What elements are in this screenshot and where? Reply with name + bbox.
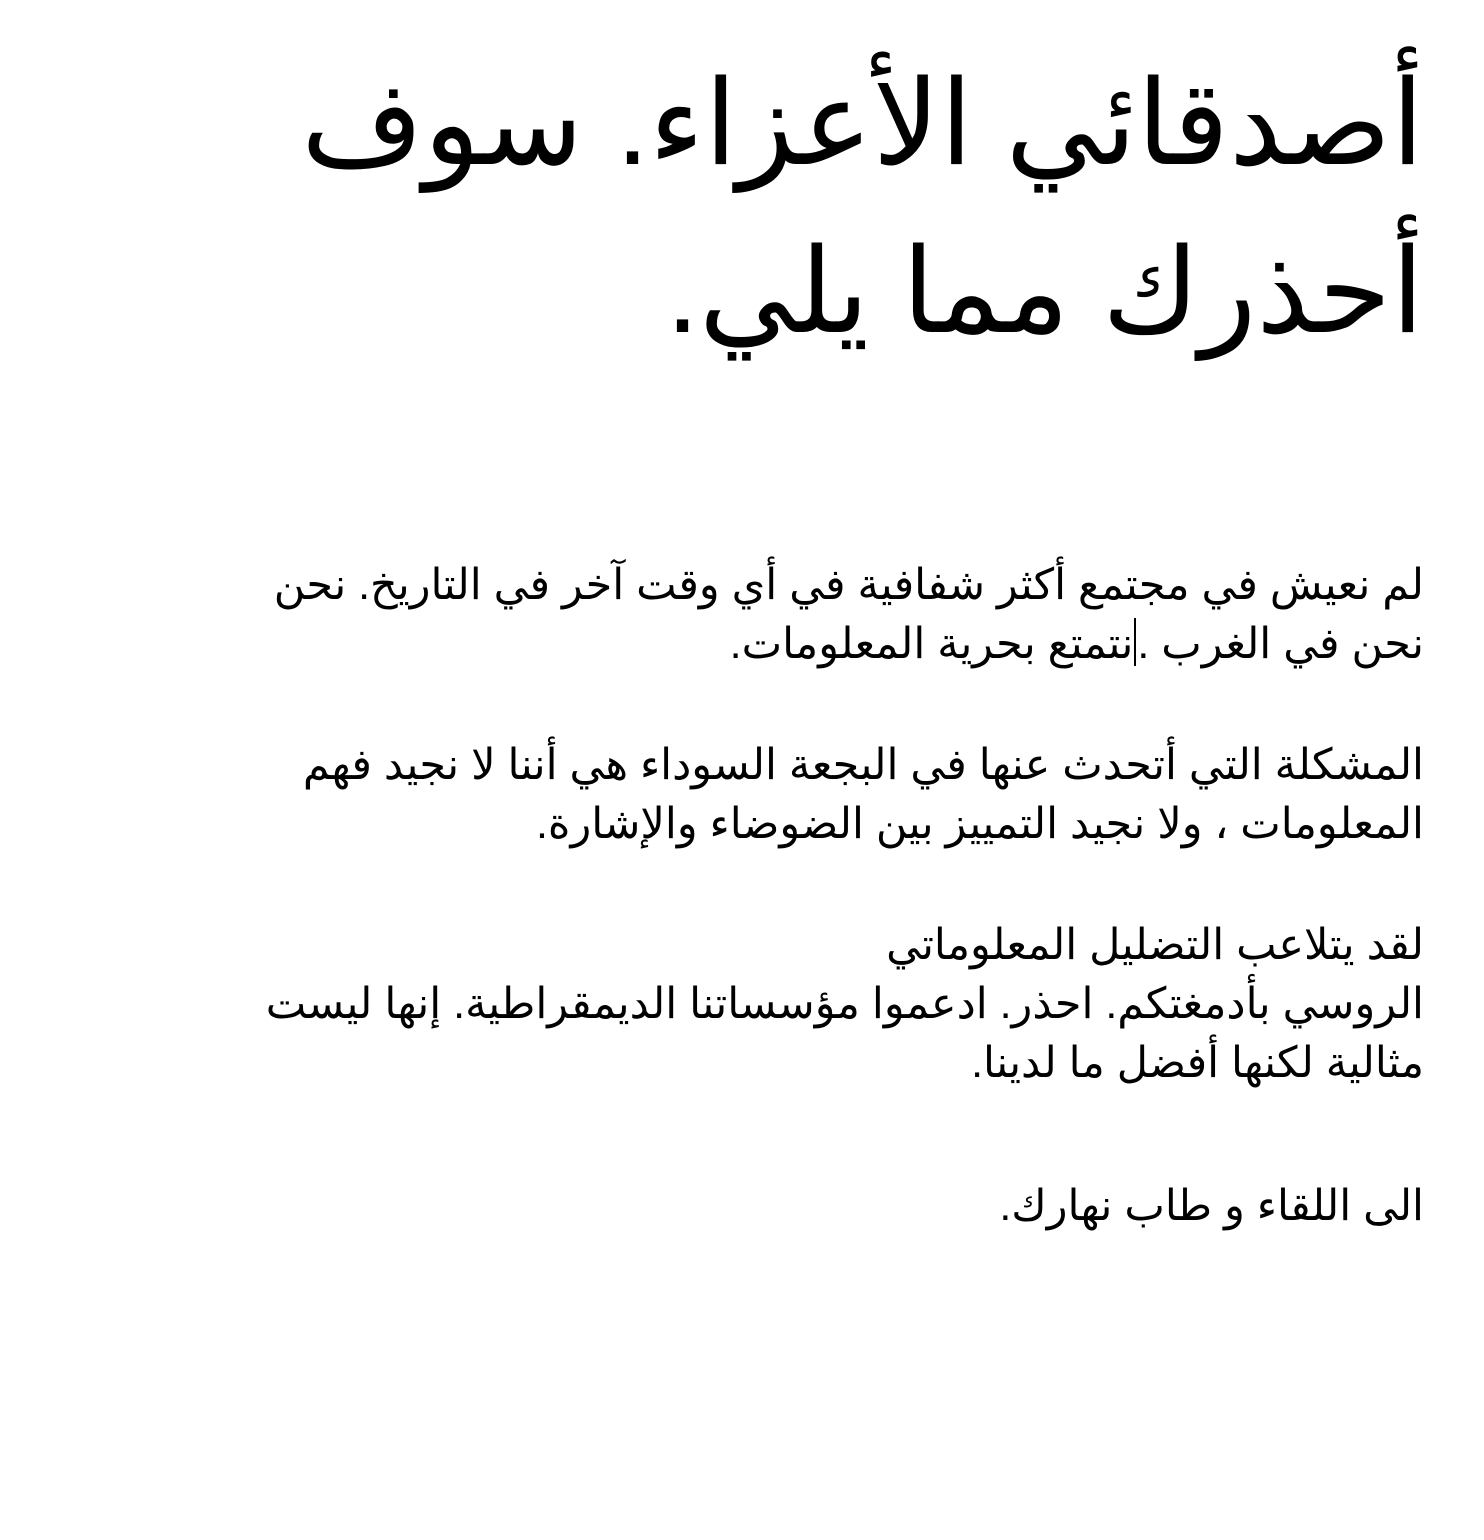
paragraph-2-line-2: المعلومات ، ولا نجيد التمييز بين الضوضاء والإشارة. bbox=[535, 800, 1424, 848]
letter-body bbox=[30, 556, 1424, 1236]
paragraph-1-line-1: لم نعيش في مجتمع أكثر شفافية في أي وقت آخر في التاريخ. نحن bbox=[273, 561, 1424, 609]
paragraph-3-line-2: الروسي بأدمغتكم. احذر. ادعموا مؤسساتنا الديمقراطية. إنها ليست bbox=[265, 980, 1424, 1028]
paragraph-4-line-1: الى اللقاء و طاب نهارك. bbox=[999, 1182, 1424, 1230]
paragraph-farewell bbox=[30, 1177, 1424, 1236]
paragraph-disinformation bbox=[30, 916, 1424, 1093]
paragraph-1-line-2-end: نتمتع بحرية المعلومات. bbox=[729, 620, 1134, 668]
page-title bbox=[30, 40, 1424, 376]
paragraph-transparency bbox=[30, 556, 1424, 674]
paragraph-black-swan bbox=[30, 736, 1424, 854]
paragraph-3-line-1: لقد يتلاعب التضليل المعلوماتي bbox=[886, 921, 1424, 969]
paragraph-2-line-1: المشكلة التي أتحدث عنها في البجعة السوداء هي أننا لا نجيد فهم bbox=[302, 741, 1424, 789]
paragraph-1-line-2 bbox=[30, 615, 1424, 674]
title-line-1: أصدقائي الأعزاء. سوف bbox=[301, 58, 1424, 190]
paragraph-3-line-3: مثالية لكنها أفضل ما لدينا. bbox=[971, 1039, 1424, 1087]
title-line-2: أحذرك مما يلي. bbox=[666, 226, 1424, 358]
paragraph-1-line-2-start: نحن في الغرب . bbox=[1137, 620, 1424, 668]
